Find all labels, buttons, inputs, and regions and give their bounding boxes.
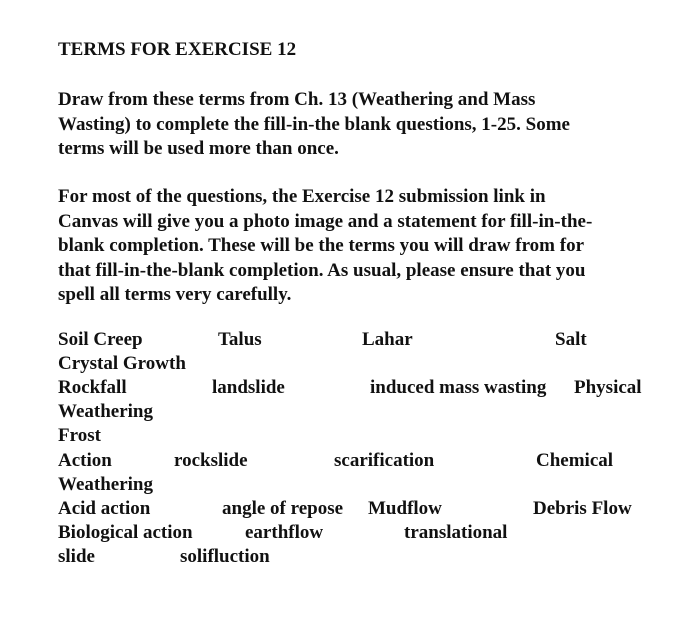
term-earthflow: earthflow: [245, 522, 324, 543]
term-rockfall: Rockfall: [58, 377, 127, 398]
term-rockslide: rockslide: [174, 450, 248, 471]
paragraph-1-line-3: terms will be used more than once.: [58, 138, 339, 159]
term-scarification: scarification: [334, 450, 435, 471]
term-mudflow: Mudflow: [368, 498, 442, 519]
term-landslide: landslide: [212, 377, 285, 398]
term-weathering-2: Weathering: [58, 474, 153, 495]
term-solifluction: solifluction: [180, 546, 270, 567]
instructions-paragraph-2: [58, 185, 592, 308]
term-soil-creep: Soil Creep: [58, 329, 143, 350]
paragraph-2-line-2: Canvas will give you a photo image and a statement for fill-in-the-: [58, 210, 593, 232]
paragraph-1-line-1: Draw from these terms from Ch. 13 (Weathering and Mass: [58, 89, 536, 110]
paragraph-2-line-3: blank completion. These will be the terms you will draw from for: [58, 235, 584, 256]
term-frost: Frost: [58, 425, 101, 446]
term-slide: slide: [58, 546, 95, 567]
paragraph-2-line-1: For most of the questions, the Exercise 12 submission link in: [58, 186, 546, 207]
term-weathering-1: Weathering: [58, 401, 153, 422]
term-chemical: Chemical: [536, 450, 614, 471]
term-angle-of-repose: angle of repose: [222, 498, 344, 519]
term-crystal-growth: Crystal Growth: [58, 353, 186, 374]
term-acid-action: Acid action: [58, 498, 151, 519]
paragraph-2-line-4: that fill-in-the-blank completion. As usual, please ensure that you: [58, 259, 586, 281]
term-action: Action: [58, 450, 112, 471]
paragraph-1-line-2: Wasting) to complete the fill-in-the blank questions, 1-25. Some: [58, 113, 570, 135]
document-title: TERMS FOR EXERCISE 12: [58, 39, 297, 60]
term-physical: Physical: [574, 377, 642, 398]
instructions-paragraph-1: [58, 88, 570, 162]
term-lahar: Lahar: [362, 329, 413, 350]
term-biological-action: Biological action: [58, 522, 193, 543]
term-salt: Salt: [555, 329, 587, 350]
term-talus: Talus: [218, 329, 262, 350]
term-translational: translational: [404, 522, 508, 543]
term-induced-mass-wasting: induced mass wasting: [370, 377, 547, 398]
term-debris-flow: Debris Flow: [533, 498, 632, 519]
paragraph-2-line-5: spell all terms very carefully.: [58, 284, 292, 305]
